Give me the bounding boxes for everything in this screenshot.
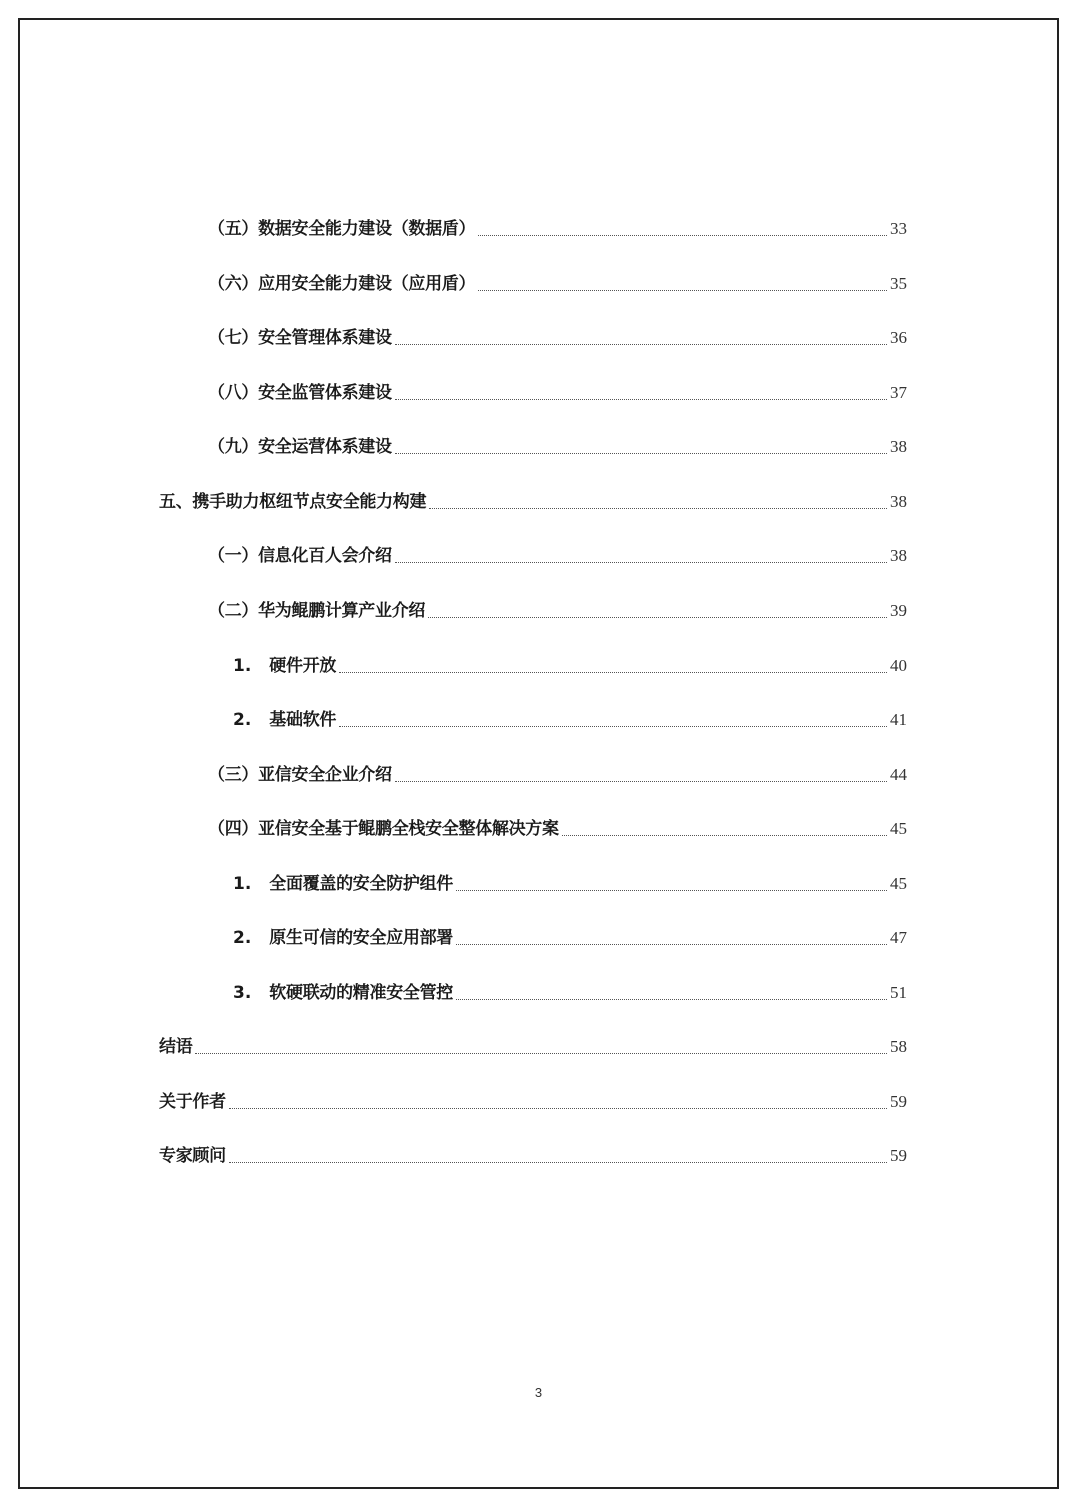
toc-dot-leader <box>428 616 887 618</box>
toc-entry-title: （六）应用安全能力建设（应用盾） <box>208 274 476 294</box>
toc-entry-page: 51 <box>890 983 907 1002</box>
toc-entry-number: 2. <box>233 710 252 730</box>
toc-entry-title: 全面覆盖的安全防护组件 <box>269 874 453 894</box>
toc-entry-title: 五、携手助力枢纽节点安全能力构建 <box>159 492 427 512</box>
toc-entry[interactable] <box>208 428 907 458</box>
toc-entry[interactable] <box>208 374 907 404</box>
toc-entry[interactable] <box>208 537 907 567</box>
toc-entry[interactable] <box>159 1083 907 1113</box>
toc-entry-page: 45 <box>890 874 907 893</box>
toc-entry[interactable] <box>208 210 907 240</box>
toc-entry-page: 40 <box>890 656 907 675</box>
toc-entry[interactable] <box>233 919 907 949</box>
toc-entry-page: 38 <box>890 437 907 456</box>
toc-entry[interactable] <box>159 1137 907 1167</box>
toc-entry-page: 37 <box>890 383 907 402</box>
toc-entry-page: 41 <box>890 710 907 729</box>
toc-entry-page: 35 <box>890 274 907 293</box>
toc-entry[interactable] <box>208 265 907 295</box>
toc-entry-title: 硬件开放 <box>269 656 337 676</box>
toc-entry-title: 基础软件 <box>269 710 337 730</box>
toc-entry[interactable] <box>233 865 907 895</box>
toc-dot-leader <box>478 234 887 236</box>
toc-entry-title: （四）亚信安全基于鲲鹏全栈安全整体解决方案 <box>208 819 559 839</box>
toc-dot-leader <box>395 343 887 345</box>
toc-entry-page: 58 <box>890 1037 907 1056</box>
toc-entry-page: 45 <box>890 819 907 838</box>
toc-entry-page: 38 <box>890 492 907 511</box>
toc-entry-page: 59 <box>890 1146 907 1165</box>
toc-dot-leader <box>229 1107 887 1109</box>
toc-entry-title: （七）安全管理体系建设 <box>208 328 392 348</box>
table-of-contents <box>20 20 1057 1487</box>
toc-dot-leader <box>395 452 887 454</box>
toc-entry[interactable] <box>208 319 907 349</box>
toc-entry[interactable] <box>208 592 907 622</box>
toc-entry[interactable] <box>208 756 907 786</box>
toc-entry-page: 59 <box>890 1092 907 1111</box>
toc-entry-page: 38 <box>890 546 907 565</box>
toc-dot-leader <box>395 561 887 563</box>
toc-dot-leader <box>562 834 887 836</box>
toc-dot-leader <box>339 671 887 673</box>
toc-dot-leader <box>478 289 887 291</box>
toc-dot-leader <box>456 998 887 1000</box>
toc-entry-page: 47 <box>890 928 907 947</box>
toc-entry[interactable] <box>159 483 907 513</box>
toc-dot-leader <box>395 398 887 400</box>
toc-entry[interactable] <box>233 701 907 731</box>
page-number: 3 <box>534 1385 543 1400</box>
toc-entry-number: 2. <box>233 928 252 948</box>
toc-entry-title: 软硬联动的精准安全管控 <box>269 983 453 1003</box>
toc-dot-leader <box>456 943 887 945</box>
toc-entry-title: （二）华为鲲鹏计算产业介绍 <box>208 601 426 621</box>
toc-entry-number: 3. <box>233 983 252 1003</box>
toc-dot-leader <box>229 1161 887 1163</box>
toc-entry-title: 专家顾问 <box>159 1146 226 1166</box>
toc-dot-leader <box>456 889 887 891</box>
toc-dot-leader <box>195 1052 887 1054</box>
toc-entry-title: 结语 <box>159 1037 193 1057</box>
toc-entry-title: （一）信息化百人会介绍 <box>208 546 392 566</box>
toc-entry-title: 原生可信的安全应用部署 <box>269 928 453 948</box>
toc-entry-title: （五）数据安全能力建设（数据盾） <box>208 219 476 239</box>
toc-entry-page: 39 <box>890 601 907 620</box>
toc-entry-page: 33 <box>890 219 907 238</box>
toc-dot-leader <box>339 725 887 727</box>
toc-entry-title: 关于作者 <box>159 1092 226 1112</box>
toc-entry[interactable] <box>159 1028 907 1058</box>
toc-entry-page: 36 <box>890 328 907 347</box>
toc-entry-number: 1. <box>233 656 252 676</box>
toc-entry-title: （八）安全监管体系建设 <box>208 383 392 403</box>
toc-entry[interactable] <box>208 810 907 840</box>
document-page <box>18 18 1059 1489</box>
toc-entry-title: （三）亚信安全企业介绍 <box>208 765 392 785</box>
toc-dot-leader <box>395 780 887 782</box>
toc-entry[interactable] <box>233 974 907 1004</box>
toc-entry-page: 44 <box>890 765 907 784</box>
toc-entry[interactable] <box>233 647 907 677</box>
toc-entry-title: （九）安全运营体系建设 <box>208 437 392 457</box>
toc-dot-leader <box>429 507 887 509</box>
toc-entry-number: 1. <box>233 874 252 894</box>
